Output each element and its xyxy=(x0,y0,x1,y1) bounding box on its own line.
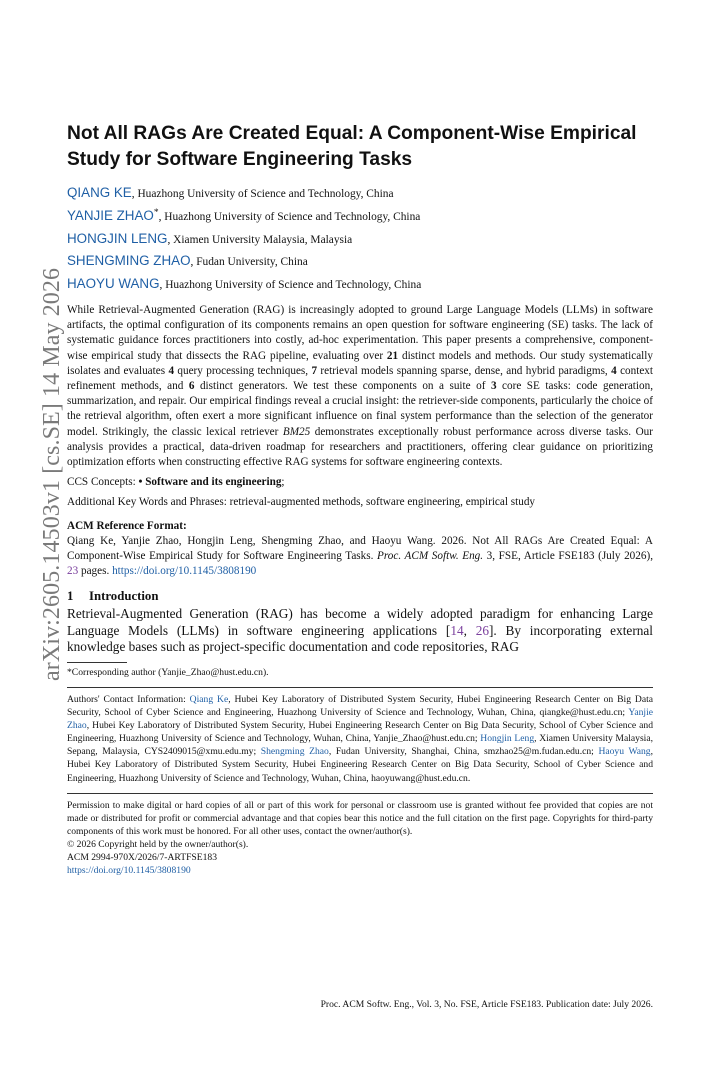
citation-link[interactable]: 14 xyxy=(450,622,464,638)
author-link[interactable]: Yanjie Zhao xyxy=(67,707,653,732)
citation-link[interactable]: 26 xyxy=(475,622,489,638)
author-affiliation: , Fudan University, China xyxy=(190,256,308,269)
intro-paragraph: Retrieval-Augmented Generation (RAG) has become a widely adopted paradigm for enhancing Large Language Models (LLMs) in software engineering applications [14, 26]. By incorporating external knowledge bases such as project-specific documentation and code repositories, RAG xyxy=(67,606,654,655)
author-link[interactable]: Haoyu Wang xyxy=(598,746,651,758)
doi-link[interactable]: https://doi.org/10.1145/3808190 xyxy=(112,565,257,578)
paper-title: Not All RAGs Are Created Equal: A Component-Wise Empirical Study for Software Engineering Tasks xyxy=(67,123,637,170)
page-footer: Proc. ACM Softw. Eng., Vol. 3, No. FSE, Article FSE183. Publication date: July 2026. xyxy=(320,999,653,1010)
author-affiliation: , Xiamen University Malaysia, Malaysia xyxy=(167,233,353,246)
abstract: While Retrieval-Augmented Generation (RAG) is increasingly adopted to ground Large Language Models (LLMs) in software artifacts, the optimal configuration of its components remains an open question for software engineering (SE) tasks. The lack of systematic guidance forces practitioners into costly, ad-hoc experimentation. This paper presents a comprehensive, component-wise empirical study that dissects the RAG pipeline, evaluating over 21 distinct models and methods. Our study systematically isolates and evaluates 4 query processing techniques, 7 retrieval models spanning sparse, dense, and hybrid paradigms, 4 context refinement methods, and 6 distinct generators. We test these components on a suite of 3 core SE tasks: code generation, summarization, and repair. Our empirical findings reveal a crucial insight: the retriever-side components, particularly the choice of the retrieval algorithm, often exert a more significant influence on final system performance than the selection of the generator model. Strikingly, the classic lexical retriever BM25 demonstrates exceptionally robust performance across diverse tasks. Our analysis provides a practical, data-driven roadmap for researchers and practitioners, offering clear guidance on prioritizing optimization efforts when constructing effective RAG systems for software engineering contexts. xyxy=(67,303,653,469)
divider xyxy=(67,793,653,794)
author-affiliation: , Huazhong University of Science and Technology, China xyxy=(131,187,394,200)
authors-contact-info: Authors' Contact Information: Qiang Ke, Hubei Key Laboratory of Distributed System Security, Hubei Engineering Research Center on Big Data Security, School of Cyber Science and Engineering, Huazhong University of Science and Technology, Wuhan, China, qiangke@hust.edu.cn; Yanjie Zhao, Hubei Key Laboratory of Distributed System Security, Hubei Engineering Research Center on Big Data Security, School of Cyber Science and Engineering, Huazhong University of Science and Technology, Wuhan, China, Yanjie_Zhao@hust.edu.cn; Hongjin Leng, Xiamen University Malaysia, Sepang, Malaysia, CYS2409015@xmu.edu.my; Shengming Zhao, Fudan University, Shanghai, China, smzhao25@m.fudan.edu.cn; Haoyu Wang, Hubei Key Laboratory of Distributed System Security, Hubei Engineering Research Center on Big Data Security, School of Cyber Science and Engineering, Huazhong University of Science and Technology, Wuhan, China, haoyuwang@hust.edu.cn. xyxy=(67,694,654,784)
author-list xyxy=(67,181,653,295)
author-name: HONGJIN LENG xyxy=(67,230,168,246)
author-name: YANJIE ZHAO xyxy=(67,207,154,223)
permission-notice: Permission to make digital or hard copies of all or part of this work for personal or classroom use is granted without fee provided that copies are not made or distributed for profit or commercial advantage and that copies bear this notice and the full citation on the first page. Copyrights for third-party components of this work must be honored. For all other uses, contact the owner/author(s). xyxy=(67,799,653,837)
ccs-concepts: CCS Concepts: • Software and its engineering; xyxy=(67,476,285,489)
author-entry xyxy=(67,249,653,272)
copyright-line: © 2026 Copyright held by the owner/author(s). xyxy=(67,838,249,850)
author-link[interactable]: Qiang Ke xyxy=(189,694,229,706)
author-name: QIANG KE xyxy=(67,184,132,200)
paper-body xyxy=(67,121,653,877)
author-mark: * xyxy=(153,207,159,218)
acm-number: ACM 2994-970X/2026/7-ARTFSE183 xyxy=(67,852,218,864)
author-entry xyxy=(67,181,653,204)
author-entry xyxy=(67,204,653,227)
author-affiliation: , Huazhong University of Science and Technology, China xyxy=(159,278,422,291)
acm-reference-heading: ACM Reference Format: xyxy=(67,519,187,532)
divider xyxy=(67,687,653,688)
author-entry xyxy=(67,272,653,295)
author-name: HAOYU WANG xyxy=(67,275,160,291)
section-number: 1 xyxy=(67,589,74,604)
arxiv-sidebar-stamp: arXiv:2605.14503v1 [cs.SE] 14 May 2026 xyxy=(39,267,65,681)
author-entry xyxy=(67,227,653,250)
doi-link[interactable]: https://doi.org/10.1145/3808190 xyxy=(67,865,191,877)
pages-link[interactable]: 23 xyxy=(67,565,79,578)
author-affiliation: , Huazhong University of Science and Technology, China xyxy=(158,210,421,223)
author-link[interactable]: Hongjin Leng xyxy=(480,733,535,745)
section-heading xyxy=(67,588,653,604)
keywords: Additional Key Words and Phrases: retrieval-augmented methods, software engineering, empirical study xyxy=(67,496,536,509)
footnote-rule xyxy=(67,662,127,663)
author-link[interactable]: Shengming Zhao xyxy=(260,746,329,758)
author-name: SHENGMING ZHAO xyxy=(67,253,191,269)
footnote: *Corresponding author (Yanjie_Zhao@hust.edu.cn). xyxy=(67,667,269,679)
section-title: Introduction xyxy=(89,589,159,604)
acm-reference-format: Qiang Ke, Yanjie Zhao, Hongjin Leng, Shengming Zhao, and Haoyu Wang. 2026. Not All RAGs Are Created Equal: A Component-Wise Empirical Study for Software Engineering Tasks. Proc. ACM Softw. Eng. 3, FSE, Article FSE183 (July 2026), 23 pages. https://doi.org/10.1145/3808190 xyxy=(67,534,653,578)
